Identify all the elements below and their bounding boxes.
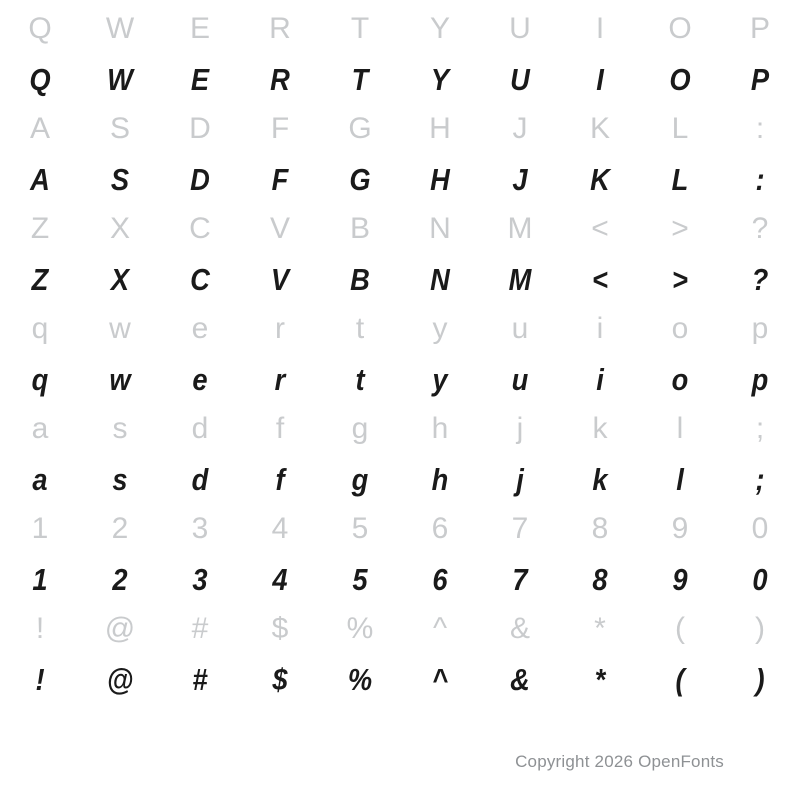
glyph-cell: 5 [351, 512, 369, 545]
glyph-cell: f [275, 412, 285, 445]
glyph-cell: R [269, 12, 291, 45]
glyph-cell: s [112, 412, 128, 445]
glyph-row-reference [0, 204, 800, 254]
glyph-cell: t [355, 361, 365, 397]
glyph-row-sample [0, 654, 800, 704]
glyph-cell: o [671, 361, 689, 397]
glyph-cell: ; [755, 461, 765, 497]
glyph-cell: d [191, 412, 209, 445]
glyph-cell: w [109, 312, 131, 345]
glyph-cell: Q [29, 61, 51, 97]
glyph-cell: R [270, 61, 290, 97]
glyph-cell: I [595, 12, 605, 45]
glyph-cell: A [30, 161, 50, 197]
glyph-cell: ? [751, 261, 769, 297]
glyph-cell: @ [106, 661, 134, 697]
glyph-cell: # [192, 661, 208, 697]
glyph-cell: w [109, 361, 131, 397]
glyph-cell: P [749, 12, 770, 45]
glyph-cell: g [351, 461, 369, 497]
glyph-cell: ( [675, 661, 685, 697]
glyph-cell: u [511, 312, 529, 345]
copyright-notice: Copyright 2026 OpenFonts [515, 752, 724, 771]
glyph-cell: F [271, 161, 289, 197]
glyph-cell: l [676, 412, 684, 445]
glyph-cell: 4 [271, 512, 289, 545]
glyph-cell: C [189, 212, 211, 245]
glyph-cell: ^ [432, 612, 448, 645]
glyph-cell: q [31, 361, 49, 397]
glyph-cell: 3 [192, 561, 208, 597]
glyph-row-reference [0, 404, 800, 454]
glyph-cell: ) [755, 661, 765, 697]
glyph-cell: h [431, 412, 449, 445]
glyph-cell: ! [35, 612, 45, 645]
glyph-cell: J [512, 112, 528, 145]
glyph-cell: $ [272, 661, 288, 697]
glyph-cell: Z [30, 212, 50, 245]
glyph-cell: f [275, 461, 285, 497]
glyph-cell: K [589, 112, 610, 145]
glyph-cell: H [429, 112, 451, 145]
glyph-cell: Y [430, 61, 450, 97]
glyph-cell: B [350, 261, 370, 297]
glyph-cell: I [596, 61, 604, 97]
glyph-cell: k [592, 412, 608, 445]
glyph-cell: 9 [672, 561, 688, 597]
glyph-cell: < [591, 212, 609, 245]
glyph-cell: W [107, 61, 133, 97]
glyph-cell: N [430, 261, 450, 297]
glyph-cell: L [671, 161, 689, 197]
glyph-cell: r [275, 312, 285, 345]
glyph-cell: p [751, 312, 769, 345]
glyph-cell: e [191, 312, 209, 345]
glyph-cell: T [351, 61, 369, 97]
glyph-cell: h [431, 461, 449, 497]
glyph-row-sample [0, 554, 800, 604]
glyph-cell: y [432, 312, 448, 345]
glyph-row-sample [0, 354, 800, 404]
glyph-cell: X [109, 212, 130, 245]
glyph-cell: e [192, 361, 208, 397]
glyph-cell: U [509, 12, 531, 45]
glyph-cell: V [269, 212, 290, 245]
glyph-cell: i [596, 361, 604, 397]
glyph-row-reference [0, 304, 800, 354]
glyph-row-sample [0, 54, 800, 104]
glyph-cell: 0 [752, 561, 768, 597]
glyph-cell: q [31, 312, 49, 345]
glyph-cell: @ [104, 612, 136, 645]
glyph-cell: D [190, 161, 210, 197]
glyph-cell: p [751, 361, 769, 397]
glyph-cell: r [274, 361, 286, 397]
glyph-cell: Y [429, 12, 450, 45]
glyph-cell: > [672, 261, 688, 297]
glyph-cell: M [508, 261, 532, 297]
glyph-cell: S [110, 161, 130, 197]
glyph-cell: F [270, 112, 290, 145]
glyph-cell: 1 [31, 512, 49, 545]
glyph-cell: L [671, 112, 689, 145]
glyph-row-sample [0, 254, 800, 304]
glyph-cell: S [109, 112, 130, 145]
glyph-cell: 1 [32, 561, 48, 597]
glyph-cell: Q [28, 12, 52, 45]
glyph-cell: ? [751, 212, 769, 245]
glyph-cell: > [671, 212, 689, 245]
glyph-cell: T [350, 12, 370, 45]
glyph-cell: E [189, 12, 210, 45]
glyph-cell: 6 [431, 512, 449, 545]
glyph-cell: g [351, 412, 369, 445]
glyph-cell: t [355, 312, 365, 345]
glyph-cell: d [191, 461, 209, 497]
glyph-cell: 2 [112, 561, 128, 597]
glyph-cell: W [105, 12, 135, 45]
glyph-cell: % [346, 612, 374, 645]
glyph-cell: K [590, 161, 610, 197]
glyph-cell: j [516, 412, 524, 445]
glyph-cell: E [190, 61, 210, 97]
glyph-cell: a [31, 412, 49, 445]
glyph-cell: o [671, 312, 689, 345]
glyph-cell: j [516, 461, 524, 497]
glyph-row-reference [0, 504, 800, 554]
glyph-cell: 9 [671, 512, 689, 545]
glyph-row-reference [0, 104, 800, 154]
glyph-cell: V [270, 261, 290, 297]
glyph-cell: : [755, 161, 765, 197]
glyph-cell: u [511, 361, 529, 397]
glyph-cell: Z [31, 261, 49, 297]
glyph-cell: O [669, 61, 691, 97]
glyph-cell: * [594, 612, 606, 645]
glyph-cell: X [110, 261, 130, 297]
glyph-cell: 8 [591, 512, 609, 545]
glyph-cell: s [112, 461, 128, 497]
glyph-cell: $ [271, 612, 289, 645]
glyph-cell: 8 [592, 561, 608, 597]
glyph-cell: N [429, 212, 451, 245]
glyph-cell: * [594, 661, 606, 697]
glyph-cell: O [668, 12, 692, 45]
glyph-cell: 5 [352, 561, 368, 597]
glyph-row-sample [0, 454, 800, 504]
glyph-row-reference [0, 604, 800, 654]
glyph-cell: 3 [191, 512, 209, 545]
glyph-cell: # [191, 612, 209, 645]
glyph-row-sample [0, 154, 800, 204]
glyph-cell: G [349, 161, 371, 197]
glyph-row-reference [0, 4, 800, 54]
glyph-cell: J [512, 161, 528, 197]
glyph-cell: 6 [432, 561, 448, 597]
glyph-cell: % [347, 661, 373, 697]
glyph-cell: D [189, 112, 211, 145]
glyph-cell: M [507, 212, 533, 245]
glyph-cell: ) [755, 612, 765, 645]
glyph-cell: H [430, 161, 450, 197]
glyph-cell: U [510, 61, 530, 97]
glyph-cell: ; [755, 412, 765, 445]
glyph-cell: i [596, 312, 604, 345]
glyph-cell: 7 [511, 512, 529, 545]
glyph-cell: a [32, 461, 48, 497]
glyph-cell: < [592, 261, 608, 297]
glyph-cell: ( [675, 612, 685, 645]
glyph-cell: A [29, 112, 50, 145]
glyph-cell: 2 [111, 512, 129, 545]
glyph-cell: y [432, 361, 448, 397]
glyph-cell: k [592, 461, 608, 497]
glyph-cell: & [509, 612, 530, 645]
glyph-cell: C [190, 261, 210, 297]
glyph-cell: P [750, 61, 770, 97]
glyph-cell: 4 [272, 561, 288, 597]
glyph-cell: ! [35, 661, 45, 697]
glyph-cell: : [755, 112, 765, 145]
glyph-cell: G [348, 112, 372, 145]
glyph-cell: l [676, 461, 684, 497]
glyph-cell: B [349, 212, 370, 245]
glyph-cell: ^ [432, 661, 448, 697]
glyph-cell: & [510, 661, 530, 697]
glyph-cell: 0 [751, 512, 769, 545]
glyph-cell: 7 [512, 561, 528, 597]
